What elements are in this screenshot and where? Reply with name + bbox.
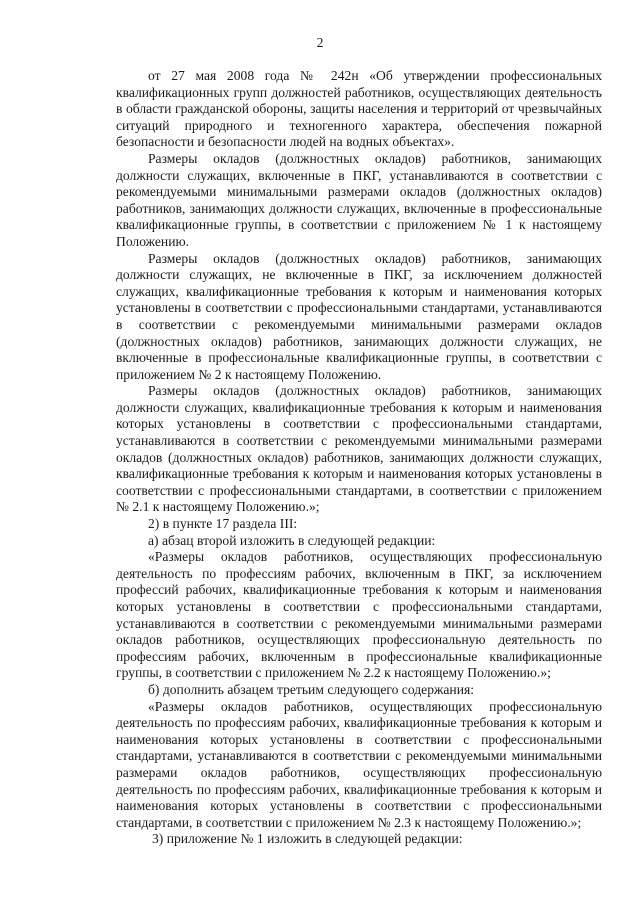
paragraph-6: а) абзац второй изложить в следующей редакции: [148, 532, 436, 548]
page-number: 2 [316, 35, 324, 50]
paragraph-5: 2) в пункте 17 раздела III: [148, 516, 298, 532]
paragraph-9: «Размеры окладов работников, осуществляющих профессиональную деятельность по профессиям рабочих, квалификационные требования к которым и наименования которых установлены в соответствии с профессиональными стандартами, устанавливаются в соответствии с рекомендуемыми минимальными размерами окладов работников, осуществляющих профессиональную деятельность по профессиям рабочих, квалификационные требования к которым и наименования которых установлены в соответствии с профессиональными стандартами, в соответствии с приложением № 2.3 к настоящему Положению.»; [116, 698, 602, 830]
paragraph-1: от 27 мая 2008 года № 242н «Об утверждении профессиональных квалификационных групп должностей работников, осуществляющих деятельность в области гражданской обороны, защиты населения и территорий от чрезвычайных ситуаций природного и техногенного характера, обеспечения пожарной безопасности и безопасности людей на водных объектах». [116, 68, 602, 150]
paragraph-7: «Размеры окладов работников, осуществляющих профессиональную деятельность по профессиям рабочих, включенным в ПКГ, за исключением профессий рабочих, квалификационные требования к которым и наименования которых установлены в соответствии с профессиональными стандартами, устанавливаются в соответствии с рекомендуемыми минимальными размерами окладов работников, осуществляющих профессиональную деятельность по профессиям рабочих, включенным в профессиональные квалификационные группы, в соответствии с приложением № 2.2 к настоящему Положению.»; [116, 549, 602, 681]
paragraph-4: Размеры окладов (должностных окладов) работников, занимающих должности служащих, квалификационные требования к которым и наименования которых установлены в соответствии с профессиональными стандартами, устанавливаются в соответствии с рекомендуемыми минимальными размерами окладов (должностных окладов) работников, занимающих должности служащих, квалификационные требования к которым и наименования которых установлены в соответствии с профессиональными стандартами, в соответствии с приложением № 2.1 к настоящему Положению.»; [116, 383, 602, 515]
paragraph-2: Размеры окладов (должностных окладов) работников, занимающих должности служащих, включенные в ПКГ, устанавливаются в соответствии с рекомендуемыми минимальными размерами окладов (должностных окладов) работников, занимающих должности служащих, включенные в профессиональные квалификационные группы, в соответствии с приложением № 1 к настоящему Положению. [116, 150, 602, 249]
paragraph-10: 3) приложение № 1 изложить в следующей редакции: [152, 831, 463, 847]
document-body [116, 68, 602, 848]
paragraph-3: Размеры окладов (должностных окладов) работников, занимающих должности служащих, не включенные в ПКГ, за исключением должностей служащих, квалификационные требования к которым и наименования которых установлены в соответствии с профессиональными стандартами, устанавливаются в соответствии с рекомендуемыми минимальными размерами окладов (должностных окладов) работников, занимающих должности служащих, не включенные в профессиональные квалификационные группы, в соответствии с приложением № 2 к настоящему Положению. [116, 250, 602, 382]
paragraph-8: б) дополнить абзацем третьим следующего содержания: [148, 681, 474, 697]
